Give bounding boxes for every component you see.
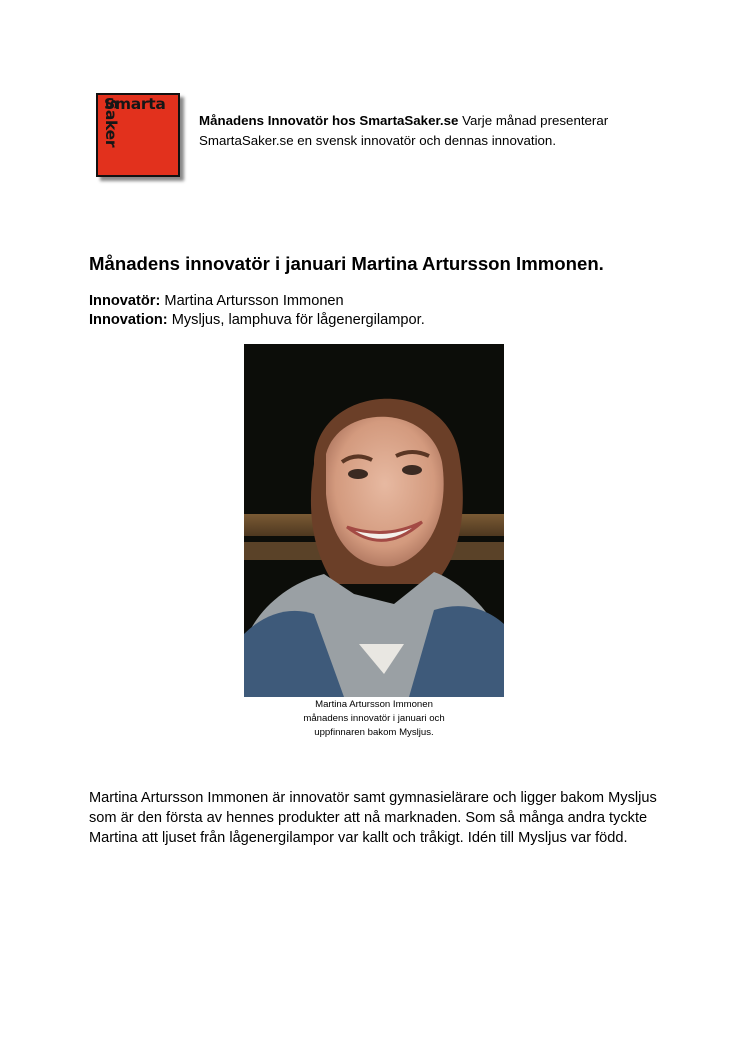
caption-line-3: uppfinnaren bakom Mysljus. [314,727,434,738]
portrait-illustration [244,344,504,697]
page-title: Månadens innovatör i januari Martina Artursson Immonen. [89,253,604,274]
innovation-label: Innovation: [89,312,168,328]
caption-line-1: Martina Artursson Immonen [315,699,433,710]
smartasaker-logo [96,93,180,177]
caption-line-2: månadens innovatör i januari och [303,713,445,724]
portrait-photo [244,344,504,697]
header-intro [199,111,669,151]
innovation-value: Mysljus, lamphuva för lågenergilampor. [167,312,425,328]
innovator-value: Martina Artursson Immonen [160,293,344,309]
header-text: Varje månad presenterar SmartaSaker.se en svensk innovatör och dennas innovation. [199,113,609,148]
logo-line-2: Saker [102,99,120,148]
photo-caption [244,698,504,740]
logo-text [102,95,174,179]
innovator-label: Innovatör: [89,293,161,309]
logo-line-1: Smarta [104,95,166,113]
meta-block [89,292,425,330]
header-bold: Månadens Innovatör hos SmartaSaker.se [199,113,459,128]
body-paragraph: Martina Artursson Immonen är innovatör samt gymnasielärare och ligger bakom Mysljus som är den första av hennes produkter att nå marknaden. Som så många andra tyckte Martina att ljuset från lågenergilampor var kallt och tråkigt. Idén till Mysljus var född. [89,790,657,846]
